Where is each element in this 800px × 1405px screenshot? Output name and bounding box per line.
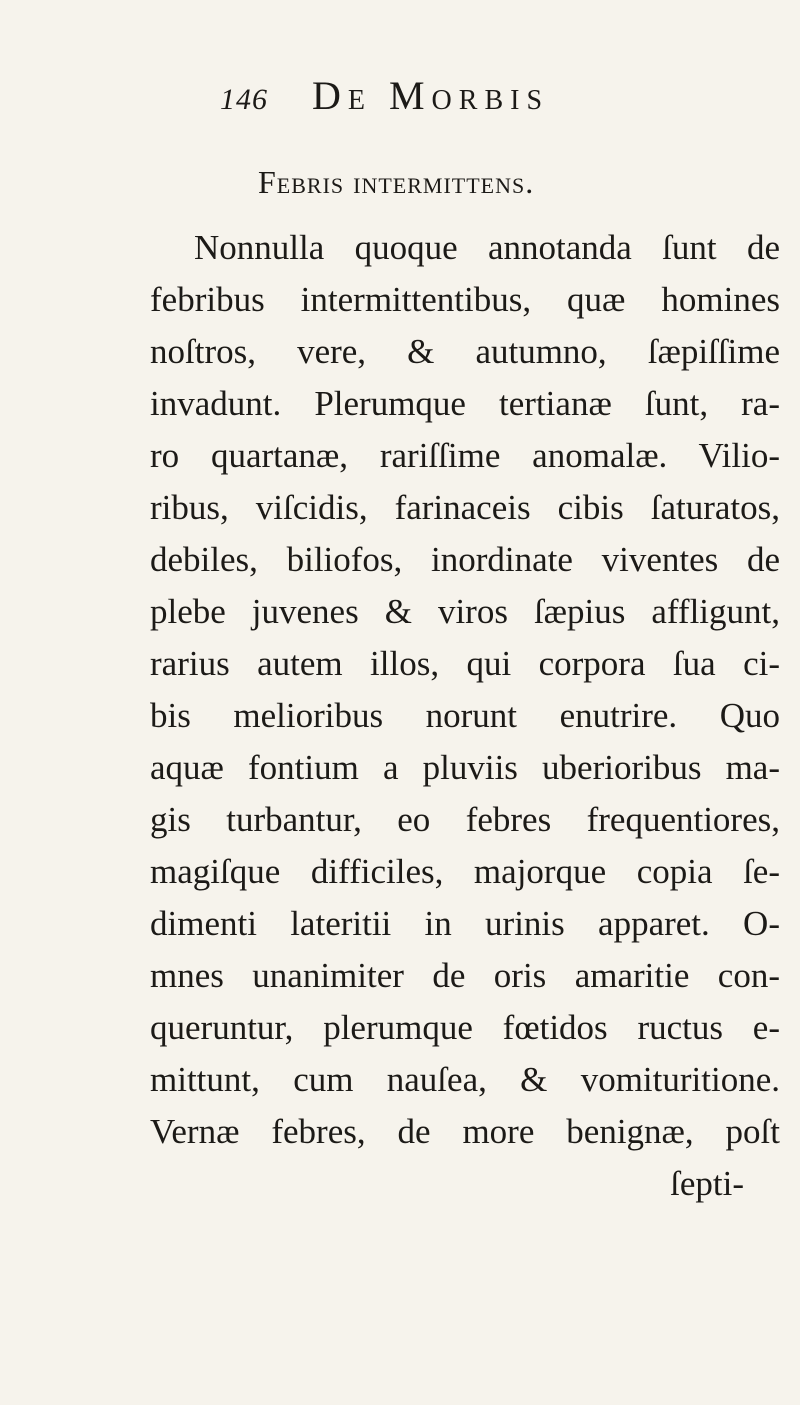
text-line: dimenti lateritii in urinis apparet. O- bbox=[150, 904, 780, 943]
text-line: bis melioribus norunt enutrire. Quo bbox=[150, 696, 780, 735]
text-line: magiſque difficiles, majorque copia ſe- bbox=[150, 852, 780, 891]
text-line: rarius autem illos, qui corpora ſua ci- bbox=[150, 644, 780, 683]
text-line: ro quartanæ, rariſſime anomalæ. Vilio- bbox=[150, 436, 780, 475]
text-line: Vernæ febres, de more benignæ, poſt bbox=[150, 1112, 780, 1151]
page-header bbox=[220, 72, 660, 132]
page-number: 146 bbox=[220, 83, 268, 116]
text-line: queruntur, plerumque fœtidos ructus e- bbox=[150, 1008, 780, 1047]
text-line: plebe juvenes & viros ſæpius affligunt, bbox=[150, 592, 780, 631]
running-title: De Morbis bbox=[312, 73, 550, 118]
text-line: febribus intermittentibus, quæ homines bbox=[150, 280, 780, 319]
catchword: ſepti- bbox=[670, 1164, 744, 1203]
text-line: mittunt, cum nauſea, & vomituritione. bbox=[150, 1060, 780, 1099]
section-heading: Febris intermittens. bbox=[258, 164, 535, 200]
text-line: aquæ fontium a pluviis uberioribus ma- bbox=[150, 748, 780, 787]
text-line: noſtros, vere, & autumno, ſæpiſſime bbox=[150, 332, 780, 371]
text-line: invadunt. Plerumque tertianæ ſunt, ra- bbox=[150, 384, 780, 423]
text-line: Nonnulla quoque annotanda ſunt de bbox=[194, 228, 780, 267]
text-line: gis turbantur, eo febres frequentiores, bbox=[150, 800, 780, 839]
body-text bbox=[150, 222, 780, 1210]
text-line: mnes unanimiter de oris amaritie con- bbox=[150, 956, 780, 995]
text-line: debiles, biliofos, inordinate viventes de bbox=[150, 540, 780, 579]
text-line: ribus, viſcidis, farinaceis cibis ſaturatos, bbox=[150, 488, 780, 527]
